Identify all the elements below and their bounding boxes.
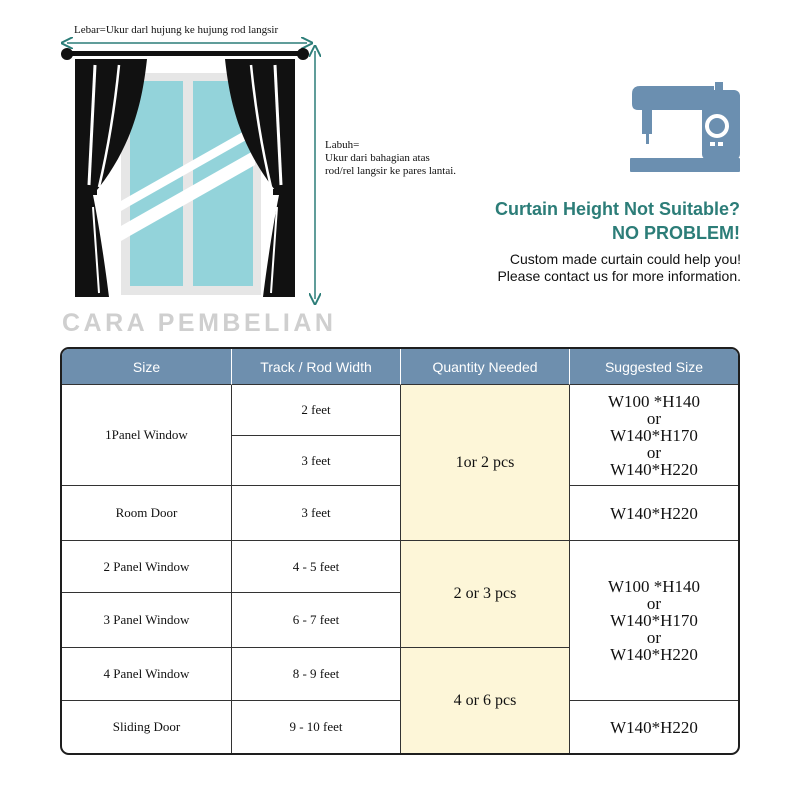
width-cell: 8 - 9 feet — [232, 648, 401, 701]
suggested-cell-group3 — [570, 541, 738, 701]
suggested-or-text: or — [646, 628, 662, 647]
width-cell: 9 - 10 feet — [232, 701, 401, 753]
height-label-title: Labuh= — [325, 139, 360, 151]
suggested-size-text: W140*H170 — [610, 425, 698, 445]
height-label — [325, 139, 460, 178]
suggested-cell-group1 — [570, 385, 738, 486]
section-heading: CARA PEMBELIAN — [62, 309, 337, 337]
suggested-or-text: or — [646, 408, 662, 428]
header-quantity: Quantity Needed — [401, 349, 570, 385]
suggested-size-text: W140*H220 — [610, 503, 698, 523]
size-table — [60, 347, 740, 755]
size-cell-room-door: Room Door — [62, 486, 232, 541]
size-cell-3panel-window: 3 Panel Window — [62, 593, 232, 648]
width-cell: 6 - 7 feet — [232, 593, 401, 648]
suggested-or-text: or — [646, 594, 662, 613]
suggested-size-text: W100 *H140 — [607, 577, 701, 596]
size-cell-sliding-door: Sliding Door — [62, 701, 232, 753]
curtain-window-icon — [55, 35, 325, 305]
suggested-size-text: W140*H220 — [610, 645, 698, 664]
suggested-cell-group4 — [570, 701, 738, 753]
quantity-cell-group3: 4 or 6 pcs — [401, 648, 570, 753]
width-label: Lebar=Ukur darl hujung ke hujung rod langsir — [74, 24, 279, 36]
quantity-cell-group2: 2 or 3 pcs — [401, 541, 570, 648]
size-cell-4panel-window: 4 Panel Window — [62, 648, 232, 701]
promo-title-line2: NO PROBLEM! — [612, 223, 740, 243]
promo-text-line2: Please contact us for more information. — [497, 268, 741, 284]
suggested-size-text: W140*H220 — [610, 459, 698, 479]
header-track-width: Track / Rod Width — [232, 349, 401, 385]
promo-text-line1: Custom made curtain could help you! — [509, 251, 741, 267]
promo-text — [420, 251, 741, 285]
promo-title — [430, 197, 740, 245]
curtain-rod — [67, 51, 303, 56]
suggested-size-text: W140*H220 — [610, 717, 698, 737]
quantity-cell-group1: 1or 2 pcs — [401, 385, 570, 541]
suggested-size-text: W100 *H140 — [607, 391, 701, 411]
width-cell: 3 feet — [232, 486, 401, 541]
header-size: Size — [62, 349, 232, 385]
header-suggested-size: Suggested Size — [570, 349, 738, 385]
width-cell: 3 feet — [232, 436, 401, 486]
size-cell-2panel-window: 2 Panel Window — [62, 541, 232, 593]
width-cell: 4 - 5 feet — [232, 541, 401, 593]
height-label-text: Ukur dari bahagian atas rod/rel langsir ke pares lantai. — [325, 152, 457, 177]
sewing-machine-icon — [628, 82, 742, 174]
suggested-or-text: or — [646, 442, 662, 462]
width-cell: 2 feet — [232, 385, 401, 436]
suggested-size-text: W140*H170 — [610, 611, 698, 630]
promo-title-line1: Curtain Height Not Suitable? — [495, 199, 740, 219]
size-cell-1panel-window: 1Panel Window — [62, 385, 232, 486]
suggested-cell-group2 — [570, 486, 738, 541]
